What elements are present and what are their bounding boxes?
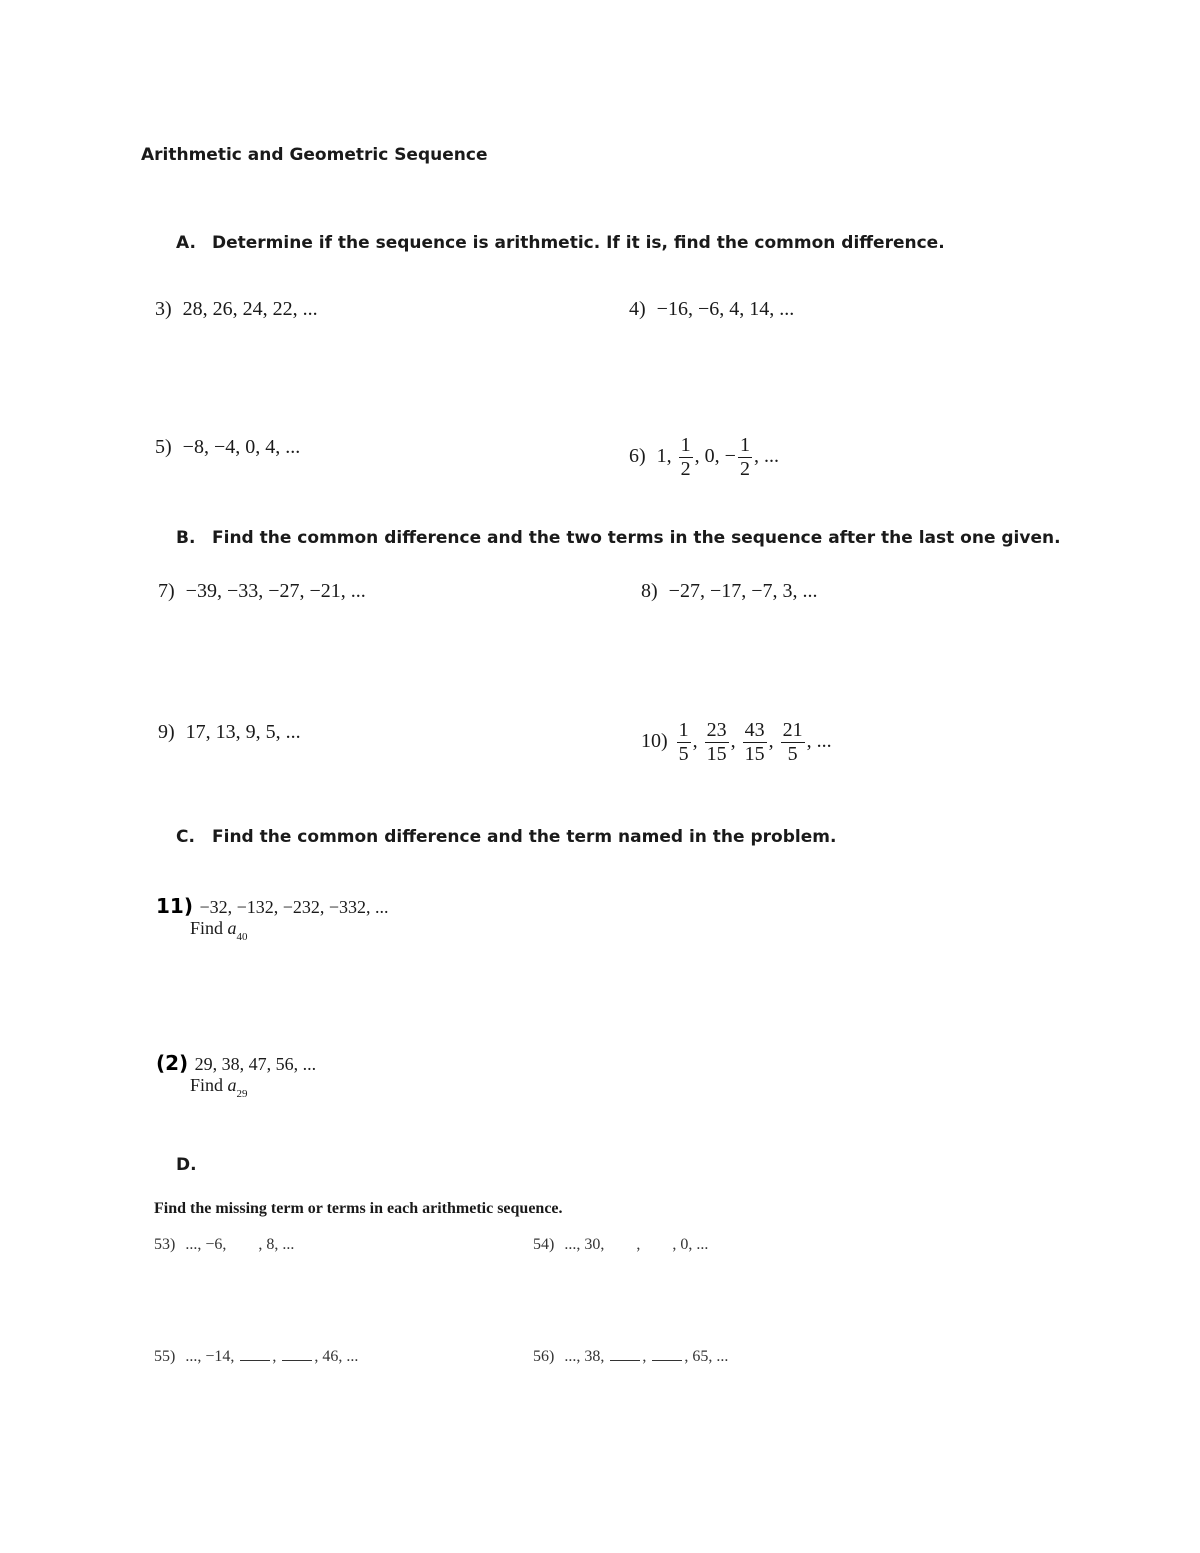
denominator: 2	[739, 458, 750, 480]
sequence-text: ,	[636, 1236, 641, 1253]
sequence-text: 1,	[656, 445, 672, 468]
sequence-text: −16, −6, 4, 14, ...	[656, 298, 795, 320]
numerator: 1	[678, 719, 689, 741]
handwritten-label: 11)	[156, 894, 193, 918]
denominator: 5	[787, 743, 798, 765]
problem-11	[156, 894, 389, 918]
sequence-text: 28, 26, 24, 22, ...	[182, 298, 318, 320]
sequence-text: , ...	[753, 445, 779, 468]
page-title: Arithmetic and Geometric Sequence	[141, 145, 488, 165]
sequence-text: , 0, ...	[672, 1236, 709, 1253]
sequence-text: , 8, ...	[258, 1236, 295, 1253]
problem-7	[158, 580, 366, 603]
numerator: 23	[706, 719, 727, 741]
problem-12	[156, 1051, 316, 1075]
problem-56: 56) ..., 38, , , 65, ...	[533, 1348, 729, 1365]
problem-3	[155, 298, 318, 321]
problem-label: 6)	[629, 445, 646, 468]
numerator: 21	[782, 719, 803, 741]
section-b-letter: B.	[176, 528, 196, 548]
find-label: Find	[190, 918, 224, 938]
problem-12-find	[190, 1075, 248, 1100]
sequence-text: ..., 38,	[564, 1348, 605, 1365]
problem-label: 5)	[155, 436, 172, 458]
sequence-text: ..., −6,	[185, 1236, 227, 1253]
problem-4	[629, 298, 794, 321]
problem-55: 55) ..., −14, , , 46, ...	[154, 1348, 359, 1365]
problem-label: 9)	[158, 721, 175, 743]
problem-label: 10)	[641, 730, 668, 753]
sequence-text: −27, −17, −7, 3, ...	[668, 580, 818, 602]
problem-label: 3)	[155, 298, 172, 320]
fraction	[677, 719, 691, 766]
sequence-text: 17, 13, 9, 5, ...	[185, 721, 301, 743]
denominator: 5	[678, 743, 689, 765]
fraction	[679, 434, 693, 481]
problem-9	[158, 721, 301, 744]
problem-6	[629, 434, 779, 481]
problem-label: 4)	[629, 298, 646, 320]
numerator: 43	[744, 719, 765, 741]
problem-label: 7)	[158, 580, 175, 602]
problem-label: 53)	[154, 1236, 176, 1253]
sequence-text: , ...	[806, 730, 832, 753]
find-label: Find	[190, 1075, 224, 1095]
fraction	[738, 434, 752, 481]
problem-label: 55)	[154, 1348, 176, 1365]
sequence-text: 29, 38, 47, 56, ...	[194, 1054, 317, 1074]
problem-10: 10) $\frac{1}{5}$ , $\frac{23}{15}$ , $\frac{43}{15}$ , $\frac{21}{5}$ , ...	[641, 719, 832, 765]
fraction	[743, 719, 767, 766]
answer-blank[interactable]	[240, 1346, 270, 1361]
fraction	[781, 719, 805, 766]
answer-blank[interactable]	[652, 1346, 682, 1361]
problem-label: 54)	[533, 1236, 555, 1253]
answer-blank[interactable]	[610, 1346, 640, 1361]
problem-label: 8)	[641, 580, 658, 602]
term-variable: a	[227, 1075, 237, 1095]
sequence-text: −8, −4, 0, 4, ...	[182, 436, 301, 458]
problem-53	[154, 1236, 294, 1254]
term-subscript: 29	[236, 1088, 248, 1100]
denominator: 15	[706, 743, 727, 765]
sequence-text: −32, −132, −232, −332, ...	[199, 897, 389, 917]
section-b-instruction: Find the common difference and the two terms in the sequence after the last one given.	[212, 528, 1061, 548]
problem-label: 56)	[533, 1348, 555, 1365]
sequence-text: ..., 30,	[564, 1236, 605, 1253]
problem-11-find	[190, 918, 248, 943]
section-c-letter: C.	[176, 827, 195, 847]
sequence-text: −39, −33, −27, −21, ...	[185, 580, 366, 602]
numerator: 1	[739, 434, 750, 456]
term-subscript: 40	[236, 931, 248, 943]
answer-blank[interactable]	[282, 1346, 312, 1361]
numerator: 1	[680, 434, 691, 456]
sequence-text: 46, ...	[322, 1348, 359, 1365]
handwritten-label: (2)	[156, 1051, 189, 1075]
sequence-text: ..., −14,	[185, 1348, 235, 1365]
fraction	[705, 719, 729, 766]
section-d-letter: D.	[176, 1155, 197, 1175]
section-c-instruction: Find the common difference and the term named in the problem.	[212, 827, 837, 847]
section-a-instruction: Determine if the sequence is arithmetic. If it is, find the common difference.	[212, 233, 945, 253]
term-variable: a	[227, 918, 237, 938]
problem-8	[641, 580, 818, 603]
sequence-text: , 0, −	[694, 445, 736, 468]
denominator: 2	[680, 458, 691, 480]
problem-5	[155, 436, 300, 459]
denominator: 15	[744, 743, 765, 765]
section-d-instruction: Find the missing term or terms in each arithmetic sequence.	[154, 1200, 563, 1217]
section-a-letter: A.	[176, 233, 196, 253]
problem-54	[533, 1236, 708, 1254]
sequence-text: 65, ...	[692, 1348, 729, 1365]
